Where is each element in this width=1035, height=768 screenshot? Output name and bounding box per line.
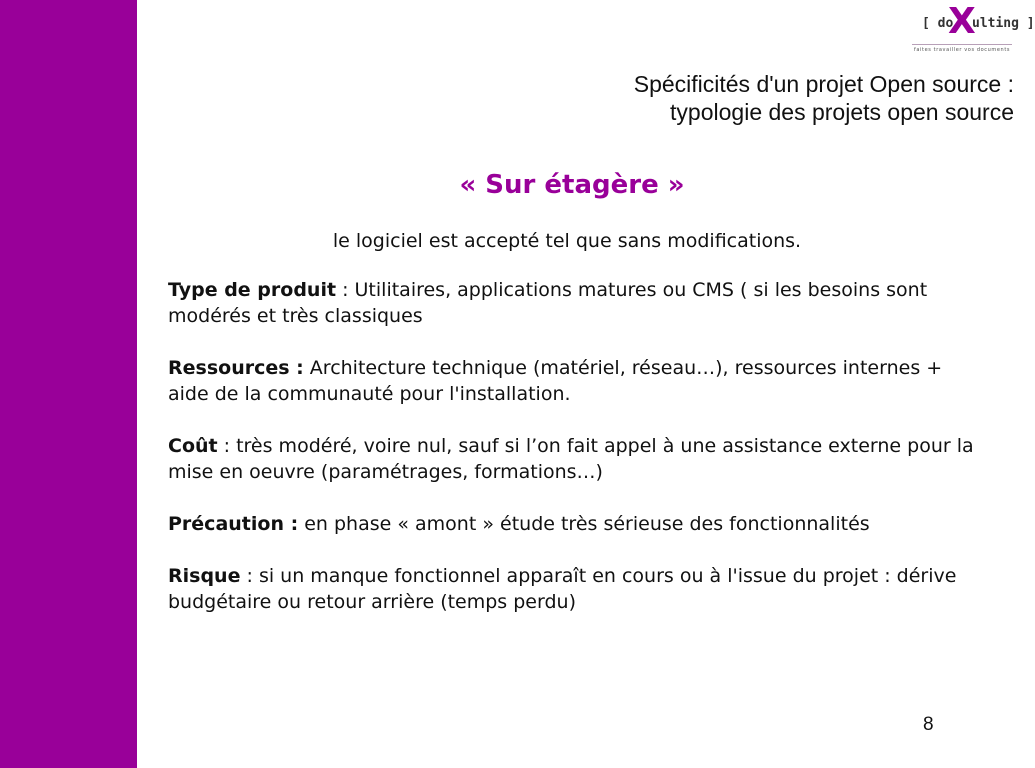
item-text: : Utilitaires, applications matures ou CMS ( si les besoins sont modérés et très classiques [168, 279, 928, 327]
item-risque [168, 563, 988, 615]
slide-title-line2: typologie des projets open source [670, 99, 1014, 125]
item-label: Risque [168, 565, 241, 587]
logo-tagline: faites travailler vos documents [914, 47, 1011, 53]
slide-title [634, 70, 1014, 126]
logo-x-letter: X [948, 1, 976, 42]
section-intro: le logiciel est accepté tel que sans modifications. [332, 230, 802, 252]
item-precaution [168, 511, 988, 537]
section-heading: « Sur étagère » [459, 170, 685, 200]
item-text: en phase « amont » étude très sérieuse des fonctionnalités [298, 513, 870, 535]
item-text: : si un manque fonctionnel apparaît en cours ou à l'issue du projet : dérive budgétaire ou retour arrière (temps perdu) [168, 565, 957, 613]
item-cout [168, 433, 988, 485]
item-ressources [168, 355, 988, 407]
item-label: Type de produit [168, 279, 337, 301]
doxulting-logo [910, 1, 1035, 54]
logo-rule [912, 44, 1012, 45]
item-label: Précaution : [168, 513, 299, 535]
item-label: Ressources : [168, 357, 304, 379]
logo-left-text: [ do [922, 16, 954, 31]
purple-sidebar [0, 0, 137, 768]
logo-right-text: ulting ] [972, 16, 1035, 31]
item-label: Coût [168, 435, 218, 457]
item-text: Architecture technique (matériel, réseau…), ressources internes + aide de la communauté pour l'installation. [168, 357, 943, 405]
item-type-produit [168, 277, 988, 329]
content-body [168, 277, 988, 641]
page-number: 8 [923, 714, 934, 735]
slide-title-line1: Spécificités d'un projet Open source : [633, 71, 1014, 97]
item-text: : très modéré, voire nul, sauf si l’on fait appel à une assistance externe pour la mise en oeuvre (paramétrages, formations…) [168, 435, 974, 483]
